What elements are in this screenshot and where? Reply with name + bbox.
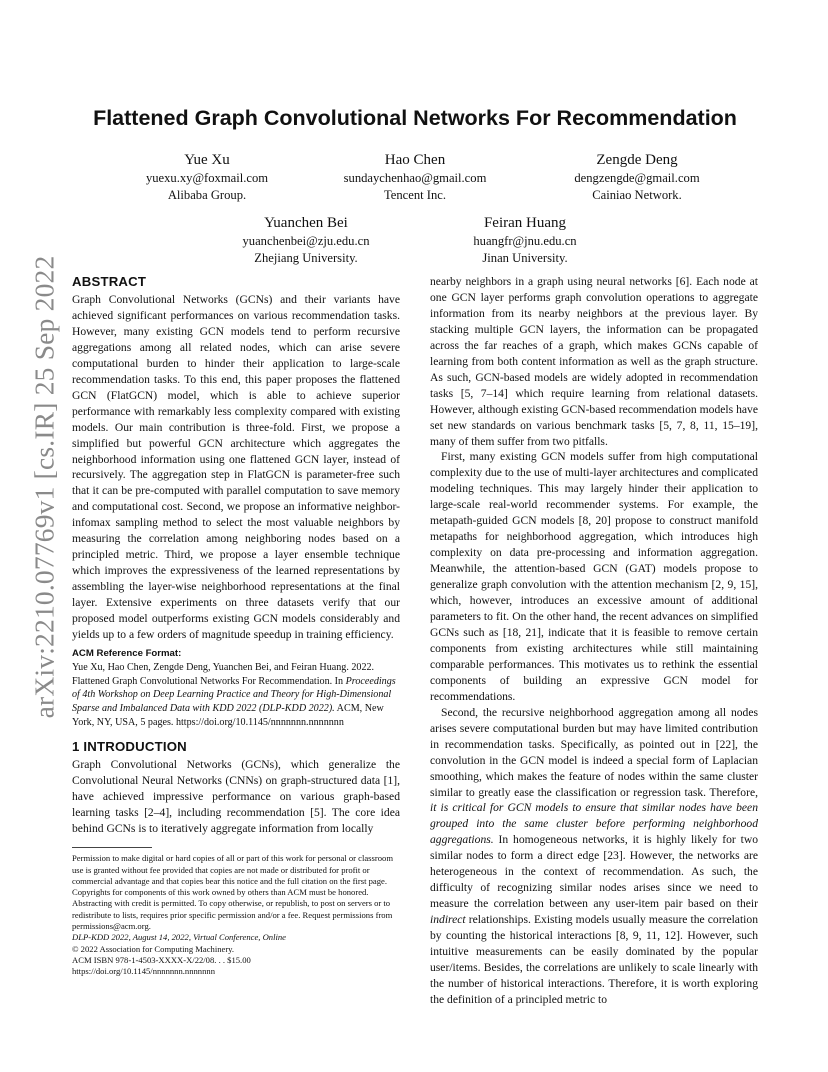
author-name: Zengde Deng xyxy=(596,152,678,168)
right-column xyxy=(430,274,758,1008)
abstract-text: Graph Convolutional Networks (GCNs) and their variants have achieved significant performances on various recommendation tasks. However, many existing GCN models tend to perform recursive aggregations among all related nodes, which can arise severe computational burden to hinder their application to large-scale recommendation tasks. To this end, this paper proposes the flattened GCN (FlatGCN) model, which is able to achieve superior performance with remarkably less complexity compared with existing models. Our main contribution is three-fold. First, we propose a simplified but powerful GCN architecture which aggregates the neighborhood information using one flattened GCN layer, instead of recursively. The aggregation step in FlatGCN is parameter-free such that it can be pre-computed with parallel computation to save memory and computational cost. Second, we propose an informative neighbor-infomax sampling method to select the most valuable neighbors by measuring the correlation among neighboring nodes based on a principled metric. Third, we propose a layer ensemble technique which improves the expressiveness of the learned representations by assembling the layer-wise neighborhood representations at the final layer. Extensive experiments on three datasets verify that our proposed model outperforms existing GCN models considerably and yields up to a few orders of magnitude speedup in training efficiency. xyxy=(72,293,400,642)
paper-title: Flattened Graph Convolutional Networks For Recommendation xyxy=(93,106,737,130)
copyright-notice: © 2022 Association for Computing Machinery. xyxy=(72,943,235,954)
author-block xyxy=(97,151,317,203)
doi-link[interactable]: https://doi.org/10.1145/nnnnnnn.nnnnnnn xyxy=(72,966,215,977)
introduction-paragraph: Second, the recursive neighborhood aggregation among all nodes arises severe computational burden but may have limited contribution in recommendation tasks. Specifically, as pointed out in [22], the convolution in the GCN model is indeed a special form of Laplacian smoothing, which makes the feature of nodes within the same cluster similar to greatly ease the classification or regression task. Therefore, it is critical for GCN models to ensure that similar nodes have been grouped into the same cluster before performing neighborhood aggregations. In homogeneous networks, it is highly likely for two similar nodes to form a direct edge [23]. However, the networks are heterogeneous in the context of recommendation. As such, the difficulty of recognizing similar nodes arises since we need to measure the correlation between any user-item pair based on their indirect relationships. Existing models usually measure the correlation by counting the historical interactions [8, 9, 11, 12]. However, such intuitive measurements can be easily dominated by the popular user/items. Besides, the correlations are unlikely to scale linearly with the number of historical interactions. Therefore, it is worth exploring the definition of a principled metric to xyxy=(430,705,758,1006)
author-email: yuexu.xy@foxmail.com xyxy=(145,171,269,185)
author-affiliation: Tencent Inc. xyxy=(383,187,447,202)
author-block xyxy=(196,214,416,266)
author-name: Feiran Huang xyxy=(483,215,567,231)
introduction-paragraph: Graph Convolutional Networks (GCNs), which generalize the Convolutional Neural Networks (CNNs) on graph-structured data [1], have achieved impressive performance on various graph-based learning tasks [2–4], including recommendation [5]. The core idea behind GCNs is to iteratively aggregate information from locally xyxy=(72,758,400,836)
arxiv-identifier: arXiv:2210.07769v1 [cs.IR] 25 Sep 2022 xyxy=(28,255,60,719)
isbn: ACM ISBN 978-1-4503-XXXX-X/22/08. . . $15.00 xyxy=(72,954,251,965)
author-email: huangfr@jnu.edu.cn xyxy=(473,234,577,248)
acm-reference-heading: ACM Reference Format: xyxy=(72,647,182,659)
author-name: Yuanchen Bei xyxy=(264,215,348,231)
acm-reference-text: Yue Xu, Hao Chen, Zengde Deng, Yuanchen Bei, and Feiran Huang. 2022. Flattened Graph Convolutional Networks For Recommendation. In Proceedings of 4th Workshop on Deep Learning Practice and Theory for High-Dimensional Sparse and Imbalanced Data with KDD 2022 (DLP-KDD 2022). ACM, New York, NY, USA, 5 pages. https://doi.org/10.1145/nnnnnnn.nnnnnnn xyxy=(72,661,396,728)
arxiv-stamp xyxy=(20,255,68,719)
author-affiliation: Alibaba Group. xyxy=(167,187,247,202)
conference-info: DLP-KDD 2022, August 14, 2022, Virtual Conference, Online xyxy=(72,932,286,943)
author-block xyxy=(527,151,747,203)
permission-footnote xyxy=(72,853,400,977)
author-name: Hao Chen xyxy=(384,152,446,168)
author-block xyxy=(305,151,525,203)
author-affiliation: Jinan University. xyxy=(482,250,568,265)
author-email: sundaychenhao@gmail.com xyxy=(343,171,487,185)
permission-notice: Permission to make digital or hard copies of all or part of this work for personal or classroom use is granted without fee provided that copies are not made or distributed for profit or commercial advantage and that copies bear this notice and the full citation on the first page. Copyrights for components of this work owned by others than ACM must be honored. Abstracting with credit is permitted. To copy otherwise, or republish, to post on servers or to redistribute to lists, requires prior specific permission and/or a fee. Request permissions from permissions@acm.org. xyxy=(72,853,393,932)
introduction-paragraph: nearby neighbors in a graph using neural networks [6]. Each node at one GCN layer performs graph convolution operations to aggregate information from its nearby neighbors at the previous layer. By stacking multiple GCN layers, the information can be propagated across the far reaches of a graph, which makes GCNs capable of learning from both content information as well as the graph structure. As such, GCN-based models are widely adopted in recommendation tasks [5, 7–14] which require learning from relational datasets. However, although existing GCN-based recommendation models have set new standards on various benchmark tasks [5, 7, 8, 11, 15–19], many of them suffer from two pitfalls. xyxy=(430,275,758,448)
footnote-divider xyxy=(72,847,152,848)
left-column xyxy=(72,273,400,978)
introduction-heading: 1 INTRODUCTION xyxy=(72,739,187,755)
author-email: dengzengde@gmail.com xyxy=(574,171,700,185)
introduction-paragraph: First, many existing GCN models suffer from high computational complexity due to the use of multi-layer architectures and complicated modeling techniques. This may largely hinder their application to large-scale real-world recommender systems. For example, the metapath-guided GCN models [8, 20] propose to construct manifold metapaths for neighborhood aggregation, which introduces high complexity on data pre-processing and information aggregation. Meanwhile, the attention-based GCN (GAT) models propose to generalize graph convolution with the attention mechanism [2, 9, 15], which, however, introduces an excessive amount of additional parameters to fit. On the other hand, the recent advances on simplified GCNs such as [18, 21], indicate that it is feasible to remove certain components from existing architectures while still maintaining comparable performances. This motivates us to rethink the essential components of building an expressive GCN model for recommendations. xyxy=(430,450,758,703)
author-email: yuanchenbei@zju.edu.cn xyxy=(242,234,370,248)
abstract-heading: ABSTRACT xyxy=(72,274,147,289)
author-block xyxy=(415,214,635,266)
author-affiliation: Cainiao Network. xyxy=(592,187,682,202)
author-name: Yue Xu xyxy=(184,152,230,168)
author-affiliation: Zhejiang University. xyxy=(254,250,358,265)
